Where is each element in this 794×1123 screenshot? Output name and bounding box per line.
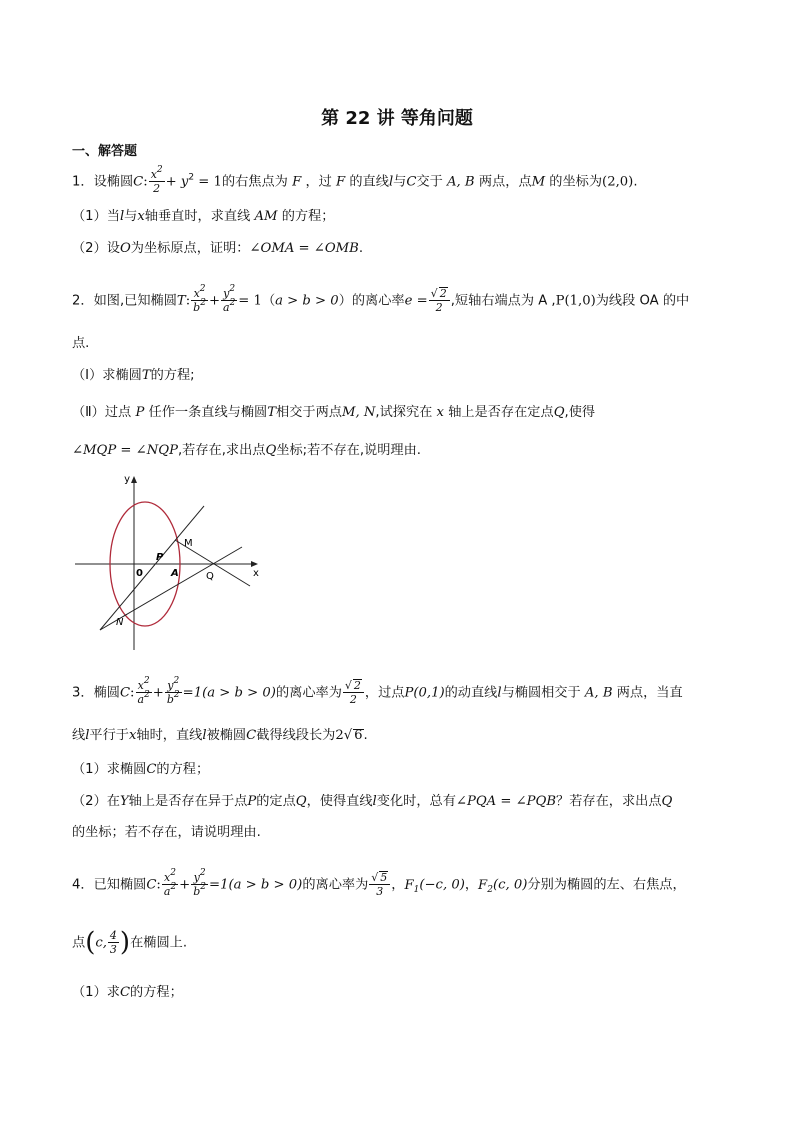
label-x: x <box>253 568 259 579</box>
problem-1-question-1: （1）当l与x轴垂直时，求直线 AM 的方程； <box>72 209 335 224</box>
y-axis-arrow <box>131 476 137 483</box>
problem-2-question-1: （Ⅰ）求椭圆T的方程; <box>72 368 195 383</box>
problem-2-line-1: 2．如图,已知椭圆T: $\frac{x^2}{b^2}$ + $\frac{y^2}{a^2}$ = 1（a > b > 0）的离心率e = $\frac{√ 2}{2}$ ,短轴右端点为 A ,P(1,0)为线段 OA 的中 <box>72 284 690 314</box>
label-origin: 0 <box>136 568 143 579</box>
problem-1-line-1: 1．设椭圆C: $\frac{x^2}{2}$ + $y^2 = 1$的右焦点为 F ，过 F 的直线l与C交于 A, B 两点，点M 的坐标为(2,0). <box>72 165 638 195</box>
problem-3-question-2: （2）在Y轴上是否存在异于点P的定点Q，使得直线l变化时，总有∠PQA = ∠PQB？若存在，求出点Q <box>72 794 673 809</box>
line-through-M-N <box>100 506 204 630</box>
label-P: P <box>156 552 164 563</box>
problem-3-question-1: （1）求椭圆C的方程； <box>72 762 210 777</box>
label-M: M <box>184 538 193 549</box>
label-A: A <box>171 568 179 579</box>
page-title: 第 22 讲 等角问题 <box>321 108 473 129</box>
problem-2-line-2: 点. <box>72 336 90 351</box>
section-heading: 一、解答题 <box>72 144 138 159</box>
x-axis-arrow <box>251 561 258 567</box>
label-N: N <box>116 617 124 628</box>
ellipse-figure <box>70 468 270 658</box>
problem-2-question-2-cont: ∠MQP = ∠NQP,若存在,求出点Q坐标;若不存在,说明理由. <box>72 443 421 458</box>
problem-1-question-2: （2）设O为坐标原点，证明：∠OMA = ∠OMB. <box>72 241 364 256</box>
problem-3-question-2-cont: 的坐标；若不存在，请说明理由. <box>72 825 261 840</box>
problem-4-line-1: 4．已知椭圆C: $\frac{x^2}{a^2}$ + $\frac{y^2}{b^2}$ =1(a > b > 0)的离心率为 $\frac{√ 5}{3}$ ，$F_1(-c$, 0)，$F_2(c$, 0)分别为椭圆的左、右焦点， <box>72 868 686 898</box>
problem-2-question-2: （Ⅱ）过点 P 任作一条直线与椭圆T相交于两点M, N,试探究在 x 轴上是否存在定点Q,使得 <box>72 405 596 420</box>
problem-4-line-2: 点(c, $\frac{4}{3}$ )在椭圆上. <box>72 927 188 958</box>
problem-4-question-1: （1）求C的方程； <box>72 985 183 1000</box>
label-Q: Q <box>206 571 214 582</box>
label-y: y <box>124 474 130 485</box>
problem-3-line-2: 线l平行于x轴时，直线l被椭圆C截得线段长为2√ 6. <box>72 728 368 743</box>
problem-3-line-1: 3．椭圆C: $\frac{x^2}{a^2}$ + $\frac{y^2}{b^2}$ =1(a > b > 0)的离心率为 $\frac{√ 2}{2}$ ，过点P(0,1)的动直线l与椭圆相交于 A, B 两点，当直 <box>72 676 683 706</box>
